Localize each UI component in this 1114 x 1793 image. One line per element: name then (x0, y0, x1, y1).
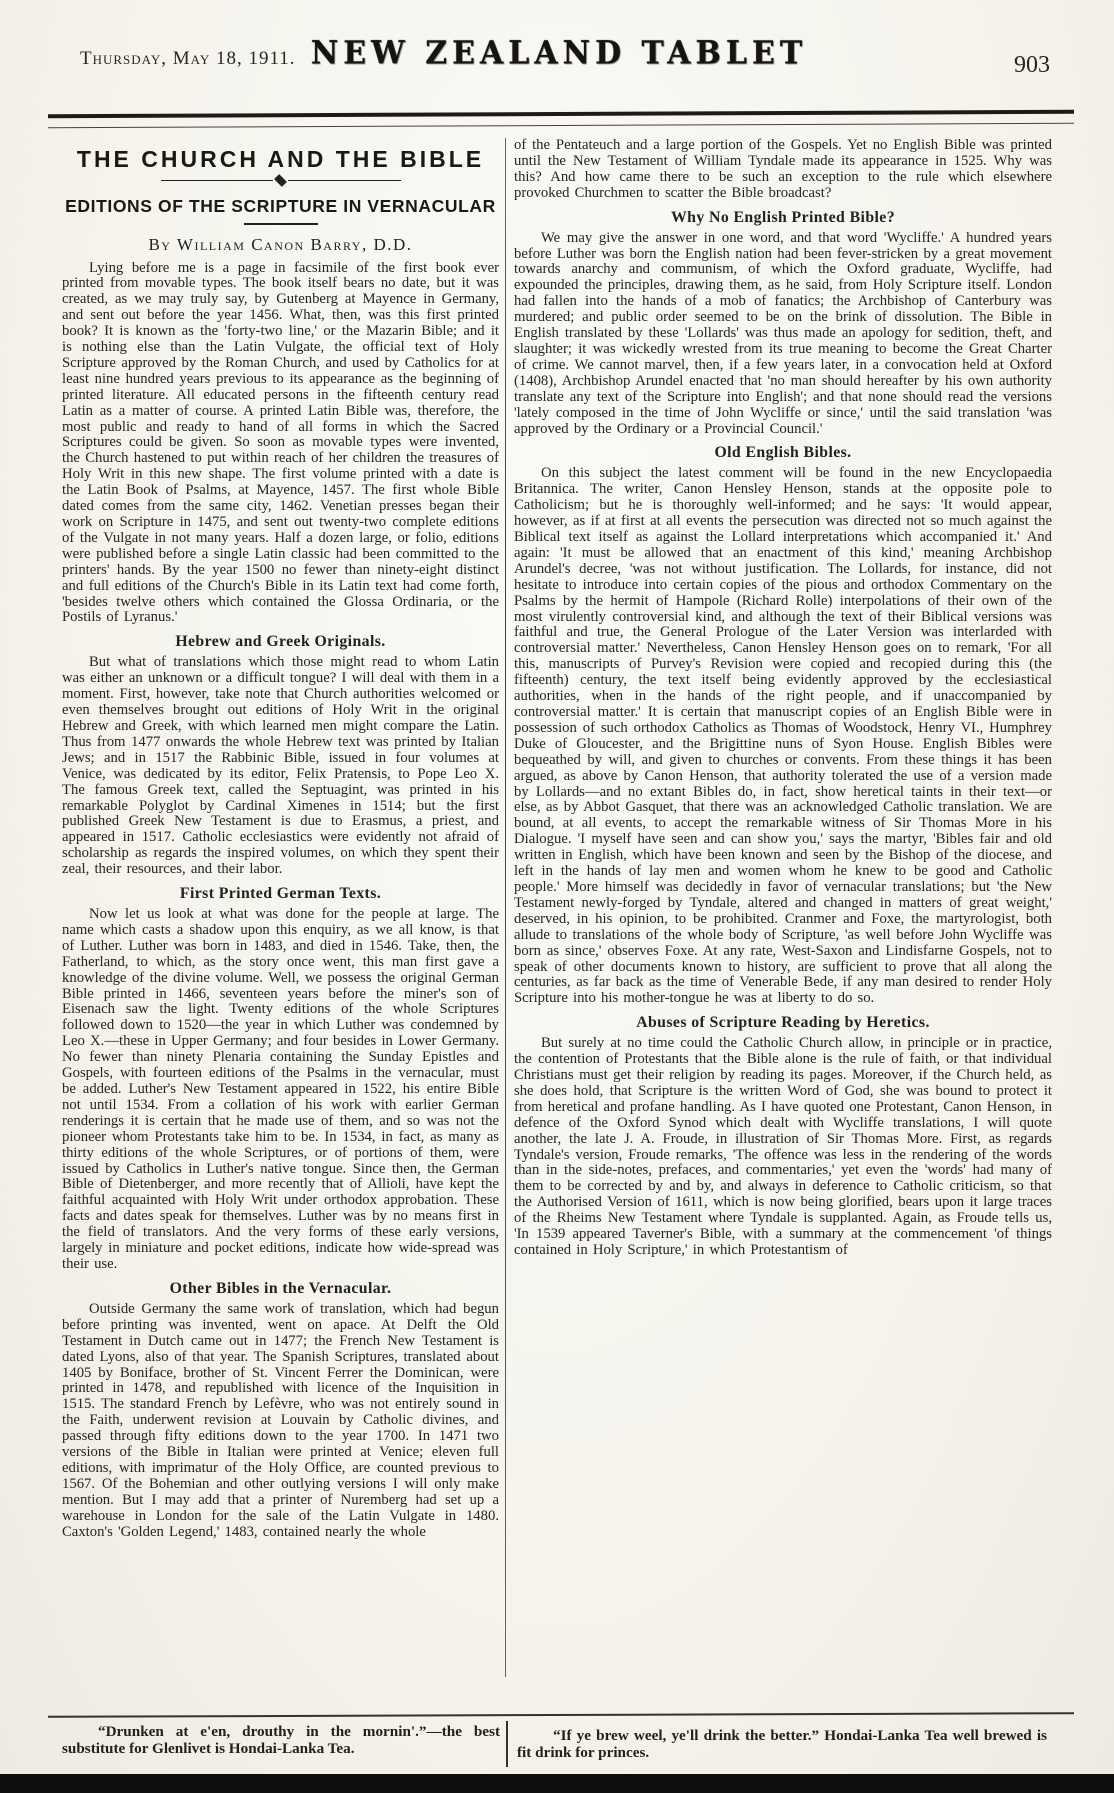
advert-hondai-lanka-right: “If ye brew weel, ye'll drink the better.” Hondai-Lanka Tea well brewed is fit drink for princes. (517, 1727, 1047, 1761)
page-number: 903 (1014, 52, 1050, 78)
section-heading: Abuses of Scripture Reading by Heretics. (636, 1014, 930, 1032)
header-rule-thick (48, 110, 1074, 118)
article-paragraph: We may give the answer in one word, and that word 'Wycliffe.' A hundred years before Luther was born the English nation had been fever-stricken by a great movement towards anarchy and communism, of which the Oxford graduate, Wycliffe, had expounded the principles, drawing them, as he said, from Holy Scripture itself. London had fallen into the hands of a mob of fanatics; the Archbishop of Canterbury was murdered; and public order seemed to be on the brink of dissolution. The Bible in English translated by these 'Lollards' was thus made an apology for sedition, theft, and slaughter; it was wickedly wrested from its true meaning to become the Great Charter of crime. We cannot marvel, then, if a few years later, in a convocation held at Oxford (1408), Archbishop Arundel enacted that 'no man should hereafter by his own authority translate any text of the Scripture into English'; and that none should read the versions 'lately composed in the time of John Wycliffe or since,' until the said translation 'was approved by the Ordinary or a Provincial Council.' (514, 229, 1052, 437)
divider-diamond-icon (274, 174, 287, 187)
section-heading: Hebrew and Greek Originals. (175, 633, 386, 651)
article-paragraph: of the Pentateuch and a large portion of the Gospels. Yet no English Bible was printed until the New Testament of William Tyndale made its appearance in 1525. Why was this? And how came there to be such an exception to the rule which elsewhere provoked Churchmen to scatter the Bible broadcast? (514, 138, 1052, 201)
footer-divider-rule (506, 1721, 508, 1767)
footer-ads (62, 1719, 1052, 1769)
divider-bar (161, 180, 274, 182)
left-column (62, 138, 499, 1683)
section-heading: First Printed German Texts. (179, 885, 382, 903)
issue-date: Thursday, May 18, 1911. (80, 48, 296, 69)
article-paragraph: On this subject the latest comment will be found in the new Encyclopaedia Britannica. The writer, Canon Hensley Henson, stands at the opposite pole to Catholicism; but he is thoroughly well-informed; and he says: 'It would appear, however, as if at first at all events the persecution was directed not so much against the Biblical text itself as against the Lollard interpretations which accompanied it.' And again: 'It must be allowed that an enactment of this kind,' meaning Archbishop Arundel's decree, 'was not without justification. The Lollards, for instance, did not hesitate to introduce into certain copies of the pious and orthodox Commentary on the Psalms by the hermit of Hampole (Richard Rolle) interpolations of their own of the most virulently controversial kind, and although the text of their Biblical versions was faithful and true, the General Prologue of the Later Version was interlarded with controversial matter.' Nevertheless, Canon Hensley Henson goes on to remark, 'For all this, manuscripts of Purvey's Revision were copied and recopied during this (the fifteenth) century, the text itself being evidently approved by the ecclesiastical authorities, when in the hands of the right people, and if unaccompanied by controversial matter.' It is certain that manuscript copies of an English Bible were in possession of such orthodox Catholics as Thomas of Woodstock, Henry VI., Humphrey Duke of Gloucester, and the Brigittine nuns of Syon House. English Bibles were bequeathed by will, and given to churches or convents. From these things it has been argued, as above by Canon Henson, that authority tolerated the use of a version made by Lollards—and no extant Bibles do, in fact, show heretical taints in their text—or else, as by Abbot Gasquet, that there was an acknowledged Catholic translation. We are bound, at all events, to accept the remarkable witness of Sir Thomas More in his Dialogue. 'I myself have seen and can show you,' says the martyr, 'Bibles fair and old written in English, which have been known and seen by the Bishop of the diocese, and left in the hands of lay men and women whom he knew to be good and Catholic people.' More himself was decidedly in favor of vernacular translations; but 'the New Testament newly-forged by Tyndale, altered and changed in matters of great weight,' deserved, in his opinion, to be prohibited. Cranmer and Foxe, the martyrologist, both allude to translations of the whole body of Scripture, 'as well before John Wycliffe was born as since,' observes Foxe. At any rate, West-Saxon and Lindisfarne Gospels, not to speak of other documents known to history, are sufficient to prove that all along the centuries, as far back as the time of Venerable Bede, if any man desired to render Holy Scripture into his mother-tongue he was at liberty to do so. (514, 465, 1052, 1007)
masthead-title: NEW ZEALAND TABLET (310, 35, 808, 72)
article-paragraph: Now let us look at what was done for the people at large. The name which casts a shadow upon this enquiry, as we all know, is that of Luther. Luther was born in 1483, and died in 1546. Take, then, the Fatherland, to which, as the story once went, this man first gave a knowledge of the divine volume. Well, we possess the original German Bible printed in 1466, seventeen years before the miner's son of Eisenach saw the light. Twenty editions of the whole Scriptures followed down to 1520—the year in which Luther was condemned by Leo X.—these in Upper Germany; and four besides in Lower Germany. No fewer than ninety Plenaria containing the Sunday Epistles and Gospels, with fourteen editions of the Psalms in the vernacular, must be added. Luther's New Testament appeared in 1522, his entire Bible not until 1534. From a collation of his work with earlier German renderings it is certain that he made use of them, and so was not the pioneer whom Protestants take him to be. In 1534, in fact, as many as thirty editions of the whole Scriptures, or of portions of them, were issued by Catholics in Luther's native tongue. Since then, the German Bible of Dietenberger, and more recently that of Allioli, have kept the faithful acquainted with Holy Writ under orthodox approbation. These facts and dates speak for themselves. Luther was by no means first in the field of translators. And the very forms of these early versions, largely in miniature and pocket editions, indicate how wide-spread was their use. (62, 906, 499, 1272)
article-paragraph: Outside Germany the same work of translation, which had begun before printing was invented, went on apace. At Delft the Old Testament in Dutch came out in 1477; the French New Testament is dated Lyons, also of that year. The Spanish Scriptures, translated about 1405 by Boniface, brother of St. Vincent Ferrer the Dominican, were printed in 1478, and republished with licence of the Inquisition in 1515. The standard French by Lefèvre, who was not entirely sound in the Faith, underwent revision at Louvain by Catholic divines, and passed through fifty editions down to the year 1700. In 1471 two versions of the Bible in Italian were printed at Venice; eleven full editions, with imprimatur of the Holy Office, are counted previous to 1567. Of the Bohemian and other outlying versions I will only make mention. But I may add that a printer of Nuremberg had set up a warehouse in London for the sale of the Latin Vulgate in 1480. Caxton's 'Golden Legend,' 1483, contained nearly the whole (62, 1300, 499, 1540)
article-body (62, 138, 1052, 1683)
article-paragraph: But what of translations which those might read to whom Latin was either an unknown or a difficult tongue? I will deal with them in a moment. First, however, take note that Church authorities welcomed or even themselves brought out editions of Holy Writ in the original Hebrew and Greek, with which learned men might compare the Latin. Thus from 1477 onwards the whole Hebrew text was printed by Italian Jews; and in 1517 the Rabbinic Bible, issued in four volumes at Venice, was dedicated by its editor, Felix Pratensis, to Pope Leo X. The famous Greek text, called the Septuagint, was printed in his remarkable Polyglot by Cardinal Ximenes in 1514; but the first published Greek New Testament is due to Erasmus, a priest, and appeared in 1517. Catholic ecclesiastics were evidently not afraid of scholarship as regards the inspired volumes, on which they spent their zeal, their resources, and their labor. (62, 654, 499, 878)
section-heading: Old English Bibles. (714, 444, 852, 462)
advert-hondai-lanka-left: “Drunken at e'en, drouthy in the mornin'.”—the best substitute for Glenlivet is Hondai-Lanka Tea. (62, 1723, 500, 1757)
bottom-ink-bar (0, 1774, 1114, 1793)
subtitle-rule (244, 223, 318, 225)
column-divider-rule (505, 138, 506, 1677)
header-rule-thin (48, 123, 1074, 129)
article-title: THE CHURCH AND THE BIBLE (76, 145, 485, 173)
article-paragraph: But surely at no time could the Catholic Church allow, in principle or in practice, the contention of Protestants that the Bible alone is the rule of faith, or that individual Christians must get their religion by reading its pages. Moreover, if the Church held, as she does hold, that Scripture is the written Word of God, she was bound to protect it from heretical and profane handling. As I have quoted one Protestant, Canon Henson, in defence of the Oxford Synod which dealt with Wycliffe translations, I will quote another, the late J. A. Froude, in illustration of Sir Thomas More. First, as regards Tyndale's version, Froude remarks, 'The offence was less in the rendering of the words than in the side-notes, prefaces, and commentaries,' yet even the 'words' had many of them to be corrected by and by, and always in deference to Catholic criticism, so that the Authorised Version of 1611, which is now being glorified, bears upon it large traces of the Rheims New Testament where Tyndale is supplanted. Again, as Froude tells us, 'In 1539 appeared Taverner's Bible, with a summary at the commencement 'of things contained in Holy Scripture,' in which Protestantism of (514, 1035, 1052, 1258)
right-column (514, 138, 1052, 1683)
section-heading: Why No English Printed Bible? (670, 208, 896, 226)
left-column-text (62, 261, 499, 1541)
page-header (62, 22, 1056, 92)
article-paragraph: Lying before me is a page in facsimile of the first book ever printed from movable types. The book itself bears no date, but it was created, as we may truly say, by Gutenberg at Mayence in Germany, and sent out before the year 1456. What, then, was this first printed book? It is known as the 'forty-two line,' or the Mazarin Bible; and it is nothing else than the Latin Vulgate, the official text of Holy Scripture approved by the Roman Church, and used by Catholics for at least nine hundred years previous to its appearance as the beginning of printed literature. All educated persons in the fifteenth century read Latin as a matter of course. A printed Latin Bible was, therefore, the most public and ready to hand of all forms in which the Sacred Scriptures could be given. So soon as movable types were invented, the Church hastened to put within reach of her children the treasures of Holy Writ in this new shape. The first volume printed with a date is the Latin Book of Psalms, at Mayence, 1457. The first whole Bible dated comes from the same city, 1462. Venetian presses began their work on Scripture in 1475, and sent out twenty-two complete editions of the Vulgate in not many years. Half a dozen large, or folio, editions were published before a single Latin classic had been committed to the printers' hands. By the year 1500 no fewer than ninety-eight distinct and full editions of the Church's Bible in its Latin text had come forth, 'besides twelve others which contained the Glossa Ordinaria, or the Postils of Lyranus.' (62, 259, 499, 626)
title-divider (161, 175, 401, 186)
divider-bar (288, 180, 401, 182)
article-subtitle: EDITIONS OF THE SCRIPTURE IN VERNACULAR (65, 196, 496, 216)
footer-rule (48, 1713, 1074, 1718)
article-byline: By William Canon Barry, D.D. (148, 234, 413, 254)
section-heading: Other Bibles in the Vernacular. (169, 1279, 392, 1297)
right-column-text (514, 138, 1052, 1259)
